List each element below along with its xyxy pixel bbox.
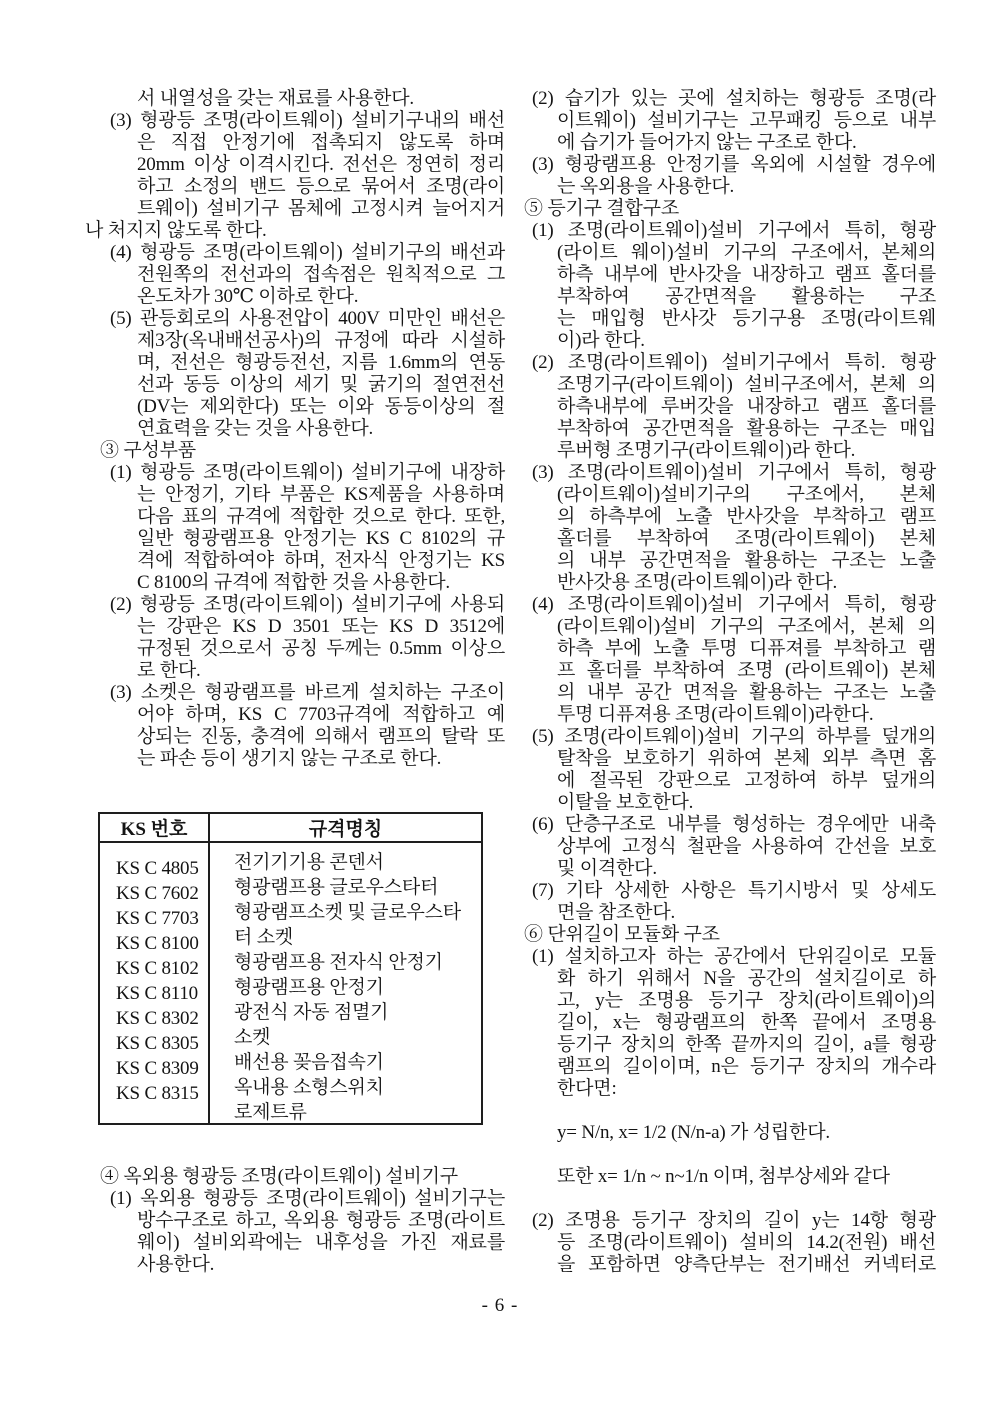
text-line: 고, y는 조명용 등기구 장치(라이트웨이)의 bbox=[557, 990, 936, 1011]
text-line: 선과 동등 이상의 세기 및 굵기의 절연전선 bbox=[137, 374, 505, 395]
text-line: 반사갓용 조명(라이트웨이)라 한다. bbox=[557, 572, 838, 593]
text-line: C 8100의 규격에 적합한 것을 사용한다. bbox=[137, 572, 450, 593]
text-line: 일반 형광램프용 안정기는 KS C 8102의 규 bbox=[137, 528, 505, 549]
ks-number-cell: KS C 7602 bbox=[116, 883, 199, 904]
text-line bbox=[524, 1188, 936, 1210]
text-line: 부착하여 공간면적을 활용하는 구조는 매입 bbox=[557, 418, 936, 439]
text-line: 길이, x는 형광램프의 한쪽 끝에서 조명용 bbox=[557, 1012, 936, 1033]
text-line: 하측 내부에 반사갓을 내장하고 램프 홀더를 bbox=[557, 264, 936, 285]
ks-number-cell: KS C 8305 bbox=[116, 1033, 199, 1054]
spec-name-cell: 광전식 자동 점멸기 bbox=[234, 1002, 389, 1023]
text-line: 방수구조로 하고, 옥외용 형광등 조명(라이트 bbox=[137, 1210, 505, 1231]
ks-number-cell: KS C 8315 bbox=[116, 1083, 199, 1104]
spec-name-cell: 로제트류 bbox=[234, 1102, 307, 1123]
text-line: 또한 x= 1/n ~ n~1/n 이며, 첨부상세와 같다 bbox=[557, 1166, 890, 1187]
text-line: 루버형 조명기구(라이트웨이)라 한다. bbox=[557, 440, 856, 461]
page-number: - 6 - bbox=[481, 1295, 519, 1316]
spec-name-cell: 옥내용 소형스위치 bbox=[234, 1077, 384, 1098]
text-line: 은 직접 안정기에 접촉되지 않도록 하며 bbox=[137, 132, 505, 153]
text-line: 한다면: bbox=[557, 1078, 617, 1099]
text-line: 격에 적합하여야 하며, 전자식 안정기는 KS bbox=[137, 550, 505, 571]
text-line: 연효력을 갖는 것을 사용한다. bbox=[137, 418, 374, 439]
text-line: (5) 관등회로의 사용전압이 400V 미만인 배선은 bbox=[110, 308, 505, 329]
table-header-spec-name: 규격명칭 bbox=[308, 819, 383, 840]
text-line: 서 내열성을 갖는 재료를 사용한다. bbox=[137, 88, 414, 109]
text-line: (라이트 웨이)설비 기구의 구조에서, 본체의 bbox=[557, 242, 936, 263]
text-line: 며, 전선은 형광등전선, 지름 1.6mm의 연동 bbox=[137, 352, 505, 373]
text-line: (라이트웨이)설비 기구의 구조에서, 본체 의 bbox=[557, 616, 936, 637]
text-line: 및 이격한다. bbox=[557, 858, 657, 879]
text-line: (1) 조명(라이트웨이)설비 기구에서 특히, 형광 bbox=[532, 220, 936, 241]
text-line: (2) 조명용 등기구 장치의 길이 y는 14항 형광 bbox=[532, 1210, 936, 1231]
text-line: 의 하측부에 노출 반사갓을 부착하고 램프 bbox=[557, 506, 936, 527]
text-line: 홀더를 부착하여 조명(라이트웨이) 본체 bbox=[557, 528, 936, 549]
text-line: 웨이) 설비외곽에는 내후성을 가진 재료를 bbox=[137, 1232, 505, 1253]
text-line: (2) 조명(라이트웨이) 설비기구에서 특히. 형광 bbox=[532, 352, 936, 373]
right-column-text bbox=[524, 88, 936, 1276]
spec-name-cell: 형광램프용 글로우스타터 bbox=[234, 877, 439, 898]
text-line: 면을 참조한다. bbox=[557, 902, 676, 923]
text-line: 탈착을 보호하기 위하여 본체 외부 측면 홈 bbox=[557, 748, 936, 769]
text-line: 이탈을 보호한다. bbox=[557, 792, 694, 813]
text-line: 에 절곡된 강판으로 고정하여 하부 덮개의 bbox=[557, 770, 936, 791]
text-line: 는 안정기, 기타 부품은 KS제품을 사용하며 bbox=[137, 484, 505, 505]
text-line: 등기구 장치의 한쪽 끝까지의 길이, a를 형광 bbox=[557, 1034, 936, 1055]
table-column-ks-numbers bbox=[100, 843, 210, 1125]
text-line: 하측 부에 노출 투명 디퓨져를 부착하고 램 bbox=[557, 638, 936, 659]
text-line bbox=[524, 1144, 936, 1166]
ks-number-cell: KS C 8102 bbox=[116, 958, 199, 979]
text-line: 전원쪽의 전선과의 접속점은 원칙적으로 그 bbox=[137, 264, 505, 285]
text-line: 다음 표의 규격에 적합한 것으로 한다. 또한, bbox=[137, 506, 505, 527]
text-line: (3) 형광등 조명(라이트웨이) 설비기구내의 배선 bbox=[110, 110, 505, 131]
text-line: 트웨이) 설비기구 몸체에 고정시켜 늘어지거 bbox=[137, 198, 505, 219]
text-line: (DV는 제외한다) 또는 이와 동등이상의 절 bbox=[137, 396, 505, 417]
ks-number-cell: KS C 7703 bbox=[116, 908, 199, 929]
spec-name-cell: 배선용 꽂음접속기 bbox=[234, 1052, 384, 1073]
spec-name-cell: 소켓 bbox=[234, 1027, 271, 1048]
text-line: (1) 옥외용 형광등 조명(라이트웨이) 설비기구는 bbox=[110, 1188, 505, 1209]
text-line: (라이트웨이)설비기구의 구조에서, 본체 bbox=[557, 484, 936, 505]
ks-standards-table bbox=[98, 812, 483, 1125]
text-line: (2) 형광등 조명(라이트웨이) 설비기구에 사용되 bbox=[110, 594, 505, 615]
text-line: y= N/n, x= 1/2 (N/n-a) 가 성립한다. bbox=[557, 1122, 830, 1143]
text-line: (1) 설치하고자 하는 공간에서 단위길이로 모듈 bbox=[532, 946, 936, 967]
text-line: 20mm 이상 이격시킨다. 전선은 정연히 정리 bbox=[137, 154, 505, 175]
text-line: ⑤ 등기구 결합구조 bbox=[524, 198, 679, 219]
table-header-row bbox=[100, 814, 481, 843]
text-line: (3) 소켓은 형광램프를 바르게 설치하는 구조이 bbox=[110, 682, 505, 703]
ks-number-cell: KS C 4805 bbox=[116, 858, 199, 879]
left-column-outdoor-section bbox=[85, 1166, 505, 1276]
text-line: 어야 하며, KS C 7703규격에 적합하고 예 bbox=[137, 704, 505, 725]
text-line: 의 내부 공간 면적을 활용하는 구조는 노출 bbox=[557, 682, 936, 703]
text-line: 상부에 고정식 철판을 사용하여 간선을 보호 bbox=[557, 836, 936, 857]
left-column-text bbox=[85, 88, 505, 770]
table-column-spec-names bbox=[210, 843, 481, 1125]
text-line: 규정된 것으로서 공칭 두께는 0.5mm 이상으 bbox=[137, 638, 505, 659]
ks-number-cell: KS C 8110 bbox=[116, 983, 198, 1004]
text-line: (2) 습기가 있는 곳에 설치하는 형광등 조명(라 bbox=[532, 88, 936, 109]
text-line: 사용한다. bbox=[137, 1254, 215, 1275]
text-line: 에 습기가 들어가지 않는 구조로 한다. bbox=[557, 132, 857, 153]
text-line: 로 한다. bbox=[137, 660, 201, 681]
text-line: (5) 조명(라이트웨이)설비 기구의 하부를 덮개의 bbox=[532, 726, 936, 747]
text-line: (7) 기타 상세한 사항은 특기시방서 및 상세도 bbox=[532, 880, 936, 901]
text-line: 을 포함하면 양측단부는 전기배선 커넥터로 bbox=[557, 1254, 936, 1275]
spec-name-cell: 전기기기용 콘덴서 bbox=[234, 852, 384, 873]
text-line: 프 홀더를 부착하여 조명 (라이트웨이) 본체 bbox=[557, 660, 936, 681]
text-line: 조명기구(라이트웨이) 설비구조에서, 본체 의 bbox=[557, 374, 936, 395]
text-line: 화 하기 위해서 N을 공간의 설치길이로 하 bbox=[557, 968, 936, 989]
text-line: 램프의 길이이며, n은 등기구 장치의 개수라 bbox=[557, 1056, 936, 1077]
text-line: 온도차가 30℃ 이하로 한다. bbox=[137, 286, 359, 307]
text-line: (4) 조명(라이트웨이)설비 기구에서 특히, 형광 bbox=[532, 594, 936, 615]
text-line: ③ 구성부품 bbox=[100, 440, 196, 461]
text-line: ⑥ 단위길이 모듈화 구조 bbox=[524, 924, 720, 945]
text-line: 상되는 진동, 충격에 의해서 램프의 탈락 또 bbox=[137, 726, 505, 747]
text-line: 의 내부 공간면적을 활용하는 구조는 노출 bbox=[557, 550, 936, 571]
text-line: 는 매입형 반사갓 등기구용 조명(라이트웨 bbox=[557, 308, 936, 329]
text-line bbox=[524, 1100, 936, 1122]
table-body bbox=[100, 843, 481, 1125]
spec-name-cell: 형광램프용 안정기 bbox=[234, 977, 384, 998]
spec-name-cell: 형광램프용 전자식 안정기 bbox=[234, 952, 443, 973]
ks-number-cell: KS C 8302 bbox=[116, 1008, 199, 1029]
text-line: (4) 형광등 조명(라이트웨이) 설비기구의 배선과 bbox=[110, 242, 505, 263]
text-line: 는 파손 등이 생기지 않는 구조로 한다. bbox=[137, 748, 442, 769]
text-line: 투명 디퓨져용 조명(라이트웨이)라한다. bbox=[557, 704, 874, 725]
text-line: ④ 옥외용 형광등 조명(라이트웨이) 설비기구 bbox=[100, 1166, 458, 1187]
text-line: 제3장(옥내배선공사)의 규정에 따라 시설하 bbox=[137, 330, 505, 351]
text-line: 하측내부에 루버갓을 내장하고 램프 홀더를 bbox=[557, 396, 936, 417]
table-header-ks-number: KS 번호 bbox=[100, 814, 210, 841]
ks-number-cell: KS C 8309 bbox=[116, 1058, 199, 1079]
text-line: (1) 형광등 조명(라이트웨이) 설비기구에 내장하 bbox=[110, 462, 505, 483]
text-line: 하고 소정의 밴드 등으로 묶어서 조명(라이 bbox=[137, 176, 505, 197]
text-line: 나 처지지 않도록 한다. bbox=[85, 220, 267, 241]
spec-name-cell: 형광램프소켓 및 글로우스타터 소켓 bbox=[234, 902, 461, 948]
text-line: (3) 형광램프용 안정기를 옥외에 시설할 경우에 bbox=[532, 154, 936, 175]
text-line: (6) 단층구조로 내부를 형성하는 경우에만 내축 bbox=[532, 814, 936, 835]
text-line: 등 조명(라이트웨이) 설비의 14.2(전원) 배선 bbox=[557, 1232, 936, 1253]
text-line: 이트웨이) 설비기구는 고무패킹 등으로 내부 bbox=[557, 110, 936, 131]
text-line: 는 옥외용을 사용한다. bbox=[557, 176, 735, 197]
text-line: 이)라 한다. bbox=[557, 330, 645, 351]
text-line: (3) 조명(라이트웨이)설비 기구에서 특히, 형광 bbox=[532, 462, 936, 483]
text-line: 는 강판은 KS D 3501 또는 KS D 3512에 bbox=[137, 616, 505, 637]
text-line: 부착하여 공간면적을 활용하는 구조 bbox=[557, 286, 936, 307]
ks-number-cell: KS C 8100 bbox=[116, 933, 199, 954]
